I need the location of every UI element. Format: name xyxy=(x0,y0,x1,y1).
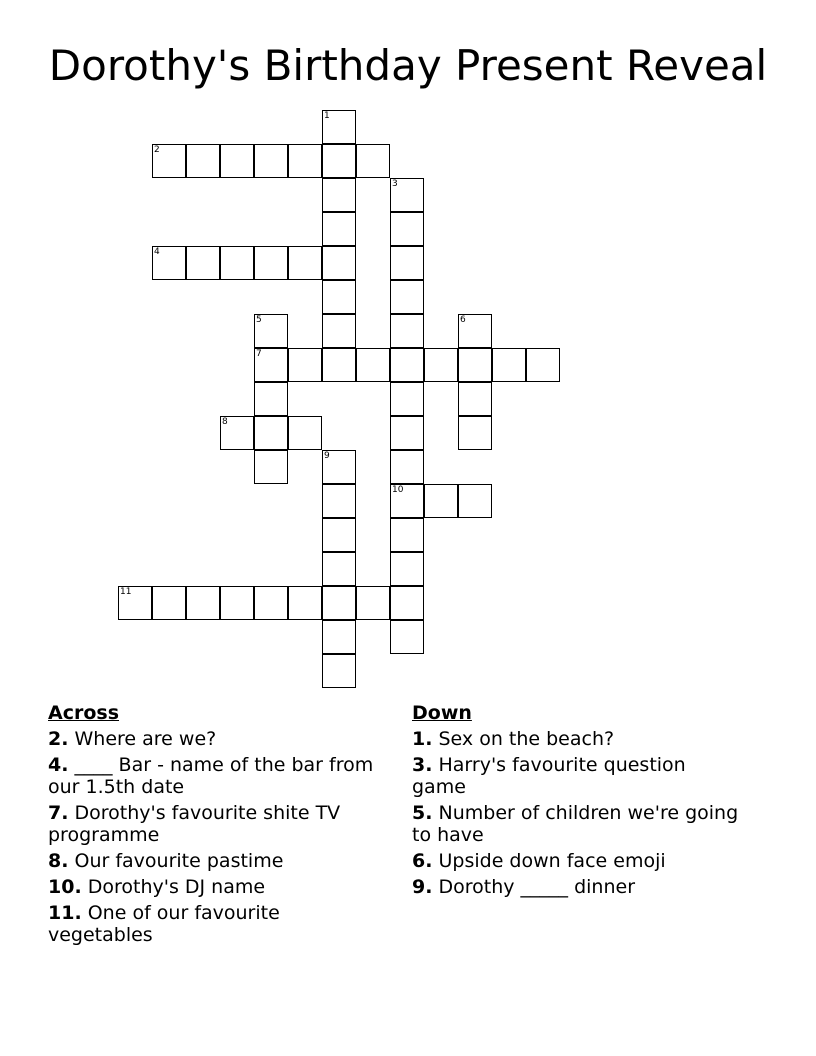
grid-cell[interactable] xyxy=(254,246,288,280)
across-clues xyxy=(48,700,378,950)
clue-text: Harry's favourite question game xyxy=(412,754,686,798)
clue-text: Upside down face emoji xyxy=(438,850,666,872)
clue-text: Dorothy's favourite shite TV programme xyxy=(48,802,341,846)
grid-cell[interactable] xyxy=(254,348,288,382)
grid-cell[interactable] xyxy=(220,416,254,450)
clue-number-label: 1. xyxy=(412,728,433,750)
across-clue xyxy=(48,876,378,898)
grid-cell[interactable] xyxy=(390,484,424,518)
grid-cell[interactable] xyxy=(390,552,424,586)
grid-cell[interactable] xyxy=(458,484,492,518)
grid-cell[interactable] xyxy=(322,450,356,484)
grid-cell[interactable] xyxy=(254,586,288,620)
clue-text: ____ Bar - name of the bar from our 1.5th date xyxy=(48,754,374,798)
grid-cell[interactable] xyxy=(458,314,492,348)
grid-cell[interactable] xyxy=(322,144,356,178)
grid-cell[interactable] xyxy=(288,144,322,178)
grid-cell[interactable] xyxy=(186,246,220,280)
grid-cell[interactable] xyxy=(152,586,186,620)
clue-text: Sex on the beach? xyxy=(438,728,615,750)
grid-cell[interactable] xyxy=(322,586,356,620)
grid-cell[interactable] xyxy=(220,586,254,620)
grid-cell[interactable] xyxy=(254,382,288,416)
clue-number-label: 9. xyxy=(412,876,433,898)
grid-cell[interactable] xyxy=(356,144,390,178)
clue-number: 9 xyxy=(324,451,330,461)
grid-cell[interactable] xyxy=(322,246,356,280)
grid-cell[interactable] xyxy=(322,348,356,382)
grid-cell[interactable] xyxy=(322,654,356,688)
clue-number: 8 xyxy=(222,417,228,427)
grid-cell[interactable] xyxy=(322,110,356,144)
grid-cell[interactable] xyxy=(322,518,356,552)
grid-cell[interactable] xyxy=(390,416,424,450)
grid-cell[interactable] xyxy=(152,246,186,280)
grid-cell[interactable] xyxy=(288,348,322,382)
grid-cell[interactable] xyxy=(458,382,492,416)
grid-cell[interactable] xyxy=(220,144,254,178)
grid-cell[interactable] xyxy=(322,314,356,348)
grid-cell[interactable] xyxy=(390,620,424,654)
clue-number: 4 xyxy=(154,247,160,257)
grid-cell[interactable] xyxy=(424,348,458,382)
clue-number: 6 xyxy=(460,315,466,325)
grid-cell[interactable] xyxy=(322,484,356,518)
clue-number-label: 7. xyxy=(48,802,69,824)
grid-cell[interactable] xyxy=(424,484,458,518)
across-clue xyxy=(48,728,378,750)
clue-number-label: 4. xyxy=(48,754,69,776)
grid-cell[interactable] xyxy=(526,348,560,382)
grid-cell[interactable] xyxy=(322,212,356,246)
clue-number: 2 xyxy=(154,145,160,155)
down-clue xyxy=(412,850,742,872)
clue-number-label: 6. xyxy=(412,850,433,872)
across-clue xyxy=(48,754,378,798)
grid-cell[interactable] xyxy=(458,416,492,450)
grid-cell[interactable] xyxy=(322,178,356,212)
clue-text: Dorothy _____ dinner xyxy=(438,876,636,898)
grid-cell[interactable] xyxy=(322,620,356,654)
grid-cell[interactable] xyxy=(390,450,424,484)
clue-number-label: 10. xyxy=(48,876,82,898)
grid-cell[interactable] xyxy=(288,416,322,450)
grid-cell[interactable] xyxy=(288,586,322,620)
grid-cell[interactable] xyxy=(458,348,492,382)
down-heading: Down xyxy=(412,702,472,724)
clue-number: 10 xyxy=(392,485,404,495)
clue-number-label: 2. xyxy=(48,728,69,750)
clue-text: Where are we? xyxy=(74,728,217,750)
across-clue xyxy=(48,902,378,946)
clue-number-label: 5. xyxy=(412,802,433,824)
grid-cell[interactable] xyxy=(390,212,424,246)
clue-number-label: 3. xyxy=(412,754,433,776)
grid-cell[interactable] xyxy=(186,586,220,620)
grid-cell[interactable] xyxy=(390,178,424,212)
across-clue xyxy=(48,802,378,846)
puzzle-title: Dorothy's Birthday Present Reveal xyxy=(48,41,768,90)
down-clue xyxy=(412,754,742,798)
clue-number: 3 xyxy=(392,179,398,189)
across-heading: Across xyxy=(48,702,120,724)
grid-cell[interactable] xyxy=(492,348,526,382)
grid-cell[interactable] xyxy=(390,348,424,382)
clue-text: Our favourite pastime xyxy=(74,850,284,872)
grid-cell[interactable] xyxy=(390,314,424,348)
down-clue xyxy=(412,802,742,846)
across-clue xyxy=(48,850,378,872)
down-clue-list xyxy=(412,728,742,898)
grid-cell[interactable] xyxy=(220,246,254,280)
grid-cell[interactable] xyxy=(186,144,220,178)
clue-number-label: 8. xyxy=(48,850,69,872)
grid-cell[interactable] xyxy=(356,348,390,382)
clue-text: Number of children we're going to have xyxy=(412,802,739,846)
down-clues xyxy=(412,700,742,902)
clue-text: Dorothy's DJ name xyxy=(87,876,266,898)
clue-number-label: 11. xyxy=(48,902,82,924)
clue-number: 1 xyxy=(324,111,330,121)
clue-number: 5 xyxy=(256,315,262,325)
grid-cell[interactable] xyxy=(288,246,322,280)
down-clue xyxy=(412,876,742,898)
grid-cell[interactable] xyxy=(152,144,186,178)
grid-cell[interactable] xyxy=(254,314,288,348)
grid-cell[interactable] xyxy=(390,280,424,314)
grid-cell[interactable] xyxy=(254,450,288,484)
grid-cell[interactable] xyxy=(390,382,424,416)
clue-text: One of our favourite vegetables xyxy=(48,902,280,946)
clue-number: 11 xyxy=(120,587,132,597)
grid-cell[interactable] xyxy=(390,518,424,552)
grid-cell[interactable] xyxy=(322,552,356,586)
down-clue xyxy=(412,728,742,750)
grid-cell[interactable] xyxy=(356,586,390,620)
clue-number: 7 xyxy=(256,349,262,359)
grid-cell[interactable] xyxy=(390,586,424,620)
grid-cell[interactable] xyxy=(254,416,288,450)
grid-cell[interactable] xyxy=(322,280,356,314)
across-clue-list xyxy=(48,728,378,946)
grid-cell[interactable] xyxy=(390,246,424,280)
grid-cell[interactable] xyxy=(254,144,288,178)
grid-cell[interactable] xyxy=(118,586,152,620)
